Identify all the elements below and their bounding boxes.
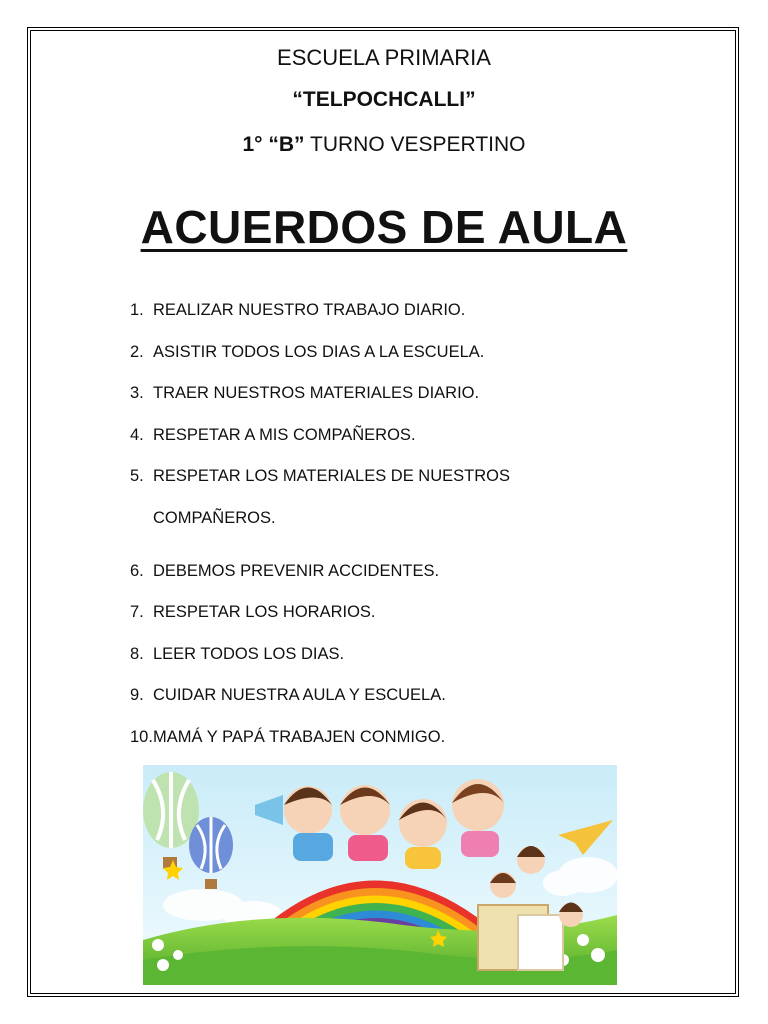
rule-text: RESPETAR LOS HORARIOS. (153, 603, 376, 621)
grade-group: 1° “B” (242, 133, 305, 156)
rule-text: ASISTIR TODOS LOS DIAS A LA ESCUELA. (153, 342, 485, 361)
list-item: 6. DEBEMOS PREVENIR ACCIDENTES. (130, 561, 440, 580)
rule-text: TRAER NUESTROS MATERIALES DIARIO. (153, 384, 480, 402)
list-item: 7. RESPETAR LOS HORARIOS. (130, 603, 376, 621)
rule-text: MAMÁ Y PAPÁ TRABAJEN CONMIGO. (153, 727, 446, 746)
rules-list (130, 300, 690, 768)
rule-text: RESPETAR LOS MATERIALES DE NUESTROS COMPAÑEROS. (153, 467, 510, 527)
list-item: 10. MAMÁ Y PAPÁ TRABAJEN CONMIGO. (130, 727, 446, 746)
list-item: 2. ASISTIR TODOS LOS DIAS A LA ESCUELA. (130, 342, 485, 361)
rule-text: LEER TODOS LOS DIAS. (153, 644, 345, 663)
list-item: 4. RESPETAR A MIS COMPAÑEROS. (130, 425, 416, 444)
rule-text: RESPETAR A MIS COMPAÑEROS. (153, 425, 416, 444)
list-item: 1. REALIZAR NUESTRO TRABAJO DIARIO. (130, 301, 466, 319)
rule-text: DEBEMOS PREVENIR ACCIDENTES. (153, 561, 440, 580)
list-item: 8. LEER TODOS LOS DIAS. (130, 644, 345, 663)
rule-text: REALIZAR NUESTRO TRABAJO DIARIO. (153, 301, 466, 319)
list-item: 9. CUIDAR NUESTRA AULA Y ESCUELA. (130, 686, 446, 704)
school-heading: ESCUELA PRIMARIA (277, 45, 491, 70)
rule-text: CUIDAR NUESTRA AULA Y ESCUELA. (153, 686, 446, 704)
grade-line (0, 133, 768, 157)
school-name: “TELPOCHCALLI” (292, 88, 476, 111)
grade-shift: TURNO VESPERTINO (304, 133, 526, 156)
list-item: 5. RESPETAR LOS MATERIALES DE NUESTROS COMPAÑEROS. (130, 466, 550, 539)
list-item: 3. TRAER NUESTROS MATERIALES DIARIO. (130, 384, 480, 402)
page-title: ACUERDOS DE AULA (140, 201, 628, 253)
children-on-rainbow-illustration (143, 765, 617, 985)
